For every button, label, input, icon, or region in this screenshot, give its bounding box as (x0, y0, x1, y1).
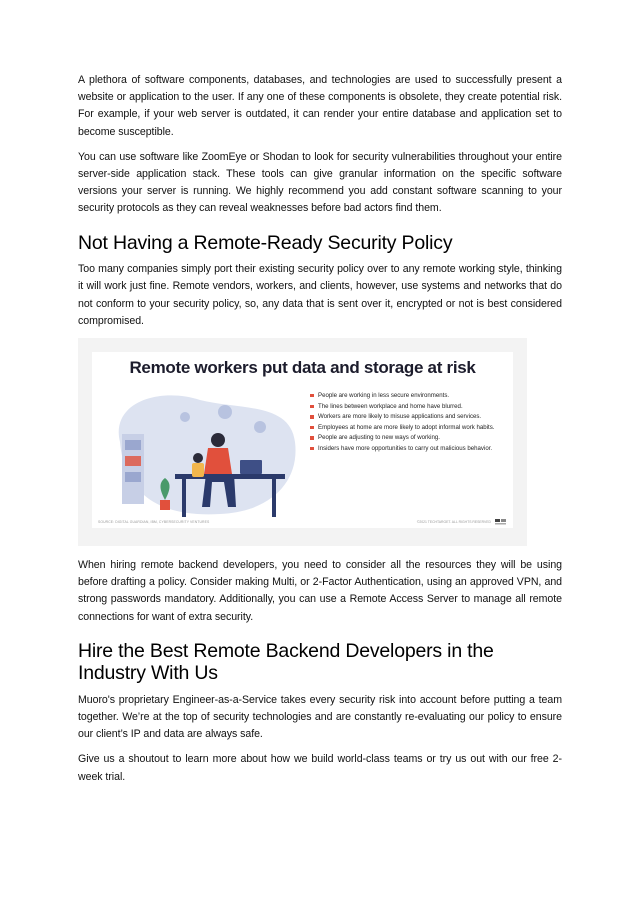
wifi-icon (254, 421, 266, 433)
bullet-square-icon (310, 394, 314, 398)
bullet-square-icon (310, 447, 314, 451)
laptop-icon (240, 460, 262, 474)
paragraph-5: Muoro's proprietary Engineer-as-a-Service takes every security risk into account before putting a team together. We’re at the top of security technologies and are constantly re-evaluating our policy to ensure our client’s IP and data are always safe. (78, 693, 562, 741)
child-body (192, 463, 204, 477)
list-item: People are working in less secure environments. (310, 392, 510, 399)
paragraph-2: You can use software like ZoomEye or Shodan to look for security vulnerabilities throughout your entire server-side application stack. These tools can give granular information on the specific software versions your server is running. We highly recommend you add constant software scanning to your security protocols as they can reveal weaknesses before bad actors find them. (78, 150, 562, 215)
bullet-square-icon (310, 405, 314, 409)
document-page (78, 72, 562, 794)
paragraph-3: Too many companies simply port their existing security policy over to any remote working style, thinking it will work just fine. Remote vendors, workers, and clients, however, use systems and networks that do not conform to your security policy, so, any data that is sent over it, encrypted or not is best considered compromised. (78, 263, 562, 327)
cloud-icon (218, 405, 232, 419)
list-item: Insiders have more opportunities to carry out malicious behavior. (310, 445, 510, 452)
paragraph-1: A plethora of software components, databases, and technologies are used to successfully present a website or application to the user. If any one of these components is obsolete, they create potential risk. For example, if your web server is outdated, it can render your entire database and application set to become susceptible. (78, 74, 562, 138)
bullet-square-icon (310, 426, 314, 430)
heading-remote-ready-policy: Not Having a Remote-Ready Security Policy (78, 231, 453, 254)
infographic-title: Remote workers put data and storage at risk (129, 357, 476, 377)
infographic-figure (78, 338, 527, 546)
list-item: Workers are more likely to misuse applications and services. (310, 413, 510, 420)
infographic-source: SOURCE: DIGITAL GUARDIAN, IBM, CYBERSECURITY VENTURES (98, 519, 210, 524)
infographic-bullet-list (310, 392, 510, 456)
techtarget-logo-icon (494, 518, 508, 526)
child-head (193, 453, 203, 463)
worker-head (211, 433, 225, 447)
remote-worker-illustration (100, 382, 305, 527)
worker-body (204, 448, 232, 474)
infographic-copyright: ©2021 TECHTARGET. ALL RIGHTS RESERVED (416, 519, 491, 524)
paragraph-6: Give us a shoutout to learn more about how we build world-class teams or try us out with our free 2-week trial. (78, 753, 562, 783)
infographic-card (92, 352, 513, 528)
paragraph-4: When hiring remote backend developers, you need to consider all the resources they will be using before drafting a policy. Consider making Multi, or 2-Factor Authentication, using an approved VPN, and strong passwords mandatory. Additionally, you can use a Remote Access Server to manage all remote connections for want of extra security. (78, 558, 562, 623)
plant-pot (160, 500, 170, 510)
list-item: Employees at home are more likely to adopt informal work habits. (310, 424, 510, 431)
list-item: The lines between workplace and home have blurred. (310, 403, 510, 410)
bullet-square-icon (310, 415, 314, 419)
bullet-square-icon (310, 436, 314, 440)
chat-icon (180, 412, 190, 422)
list-item: People are adjusting to new ways of working. (310, 434, 510, 441)
heading-hire-developers: Hire the Best Remote Backend Developers in the Industry With Us (78, 639, 494, 685)
